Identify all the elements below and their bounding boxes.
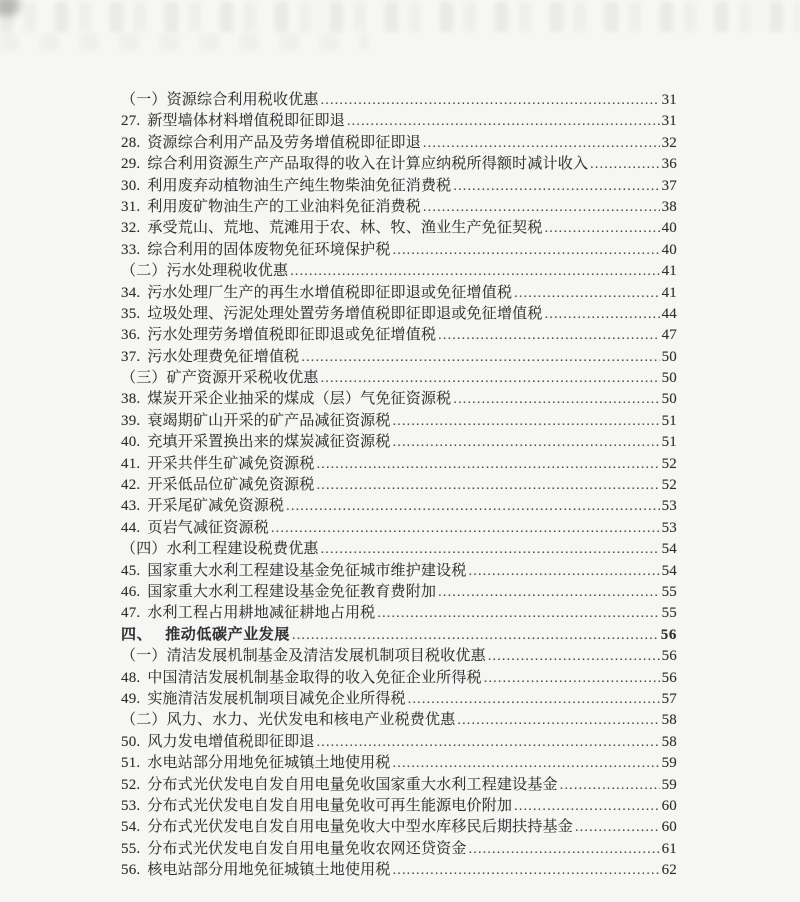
toc-entry-page: 57	[661, 690, 677, 707]
toc-entry-page: 50	[661, 391, 677, 408]
toc-entry-page: 37	[661, 177, 677, 194]
toc-entry-number: 54.	[121, 819, 141, 836]
toc-entry-label: （三）矿产资源开采税收优惠	[121, 370, 319, 387]
toc-entry	[121, 238, 677, 259]
toc-entry-label: 开采低品位矿减免资源税	[147, 477, 315, 494]
toc-entry-label: 充填开采置换出来的煤炭减征资源税	[147, 434, 391, 451]
toc-entry-page: 59	[661, 755, 677, 772]
toc-entry-label: 实施清洁发展机制项目减免企业所得税	[147, 690, 406, 707]
dot-leader	[469, 841, 660, 858]
toc-entry-number: 49.	[121, 690, 141, 707]
toc-entry	[121, 216, 677, 237]
toc-entry	[121, 751, 677, 772]
dot-leader	[321, 541, 660, 558]
toc-entry-label: 页岩气减征资源税	[147, 519, 269, 536]
toc-entry-label: （二）污水处理税收优惠	[121, 263, 289, 280]
toc-entry	[121, 837, 677, 858]
toc-entry-number: 53.	[121, 797, 141, 814]
toc-entry-label: 分布式光伏发电自发自用电量免收国家重大水利工程建设基金	[147, 776, 558, 793]
toc-entry-page: 41	[661, 284, 677, 301]
dot-leader	[575, 819, 660, 836]
toc-entry	[121, 195, 677, 216]
dot-leader	[484, 670, 660, 687]
dot-leader	[545, 220, 660, 237]
toc-entry	[121, 687, 677, 708]
toc-entry-page: 60	[661, 797, 677, 814]
toc-entry-label: 利用废弃动植物油生产纯生物柴油免征消费税	[147, 177, 452, 194]
toc-entry-page: 58	[661, 712, 677, 729]
toc-entry-label: 利用废矿物油生产的工业油料免征消费税	[147, 198, 421, 215]
toc-entry-number: 33.	[121, 241, 141, 258]
dot-leader	[317, 734, 660, 751]
toc-entry-label: 煤炭开采企业抽采的煤成（层）气免征资源税	[147, 391, 452, 408]
toc-entry-label: 新型墙体材料增值税即征即退	[147, 113, 345, 130]
toc-entry-page: 40	[661, 220, 677, 237]
toc-entry-number: 28.	[121, 134, 141, 151]
toc-entry	[121, 131, 677, 152]
toc-entry-page: 47	[661, 327, 677, 344]
toc-entry	[121, 409, 677, 430]
dot-leader	[271, 520, 660, 537]
toc-entry-page: 56	[660, 626, 677, 643]
toc-entry-page: 38	[661, 198, 677, 215]
toc-entry	[121, 174, 677, 195]
toc-entry-number: 39.	[121, 412, 141, 429]
toc-entry-label: 资源综合利用产品及劳务增值税即征即退	[147, 134, 421, 151]
toc-entry-page: 61	[661, 840, 677, 857]
dot-leader	[393, 755, 660, 772]
dot-leader	[347, 113, 660, 130]
toc-entry-page: 31	[661, 113, 677, 130]
toc-entry	[121, 473, 677, 494]
dot-leader	[488, 648, 660, 665]
toc-entry-number: 50.	[121, 733, 141, 750]
toc-entry-page: 54	[661, 541, 677, 558]
toc-entry-label: 核电站部分用地免征城镇土地使用税	[147, 862, 391, 879]
toc-entry-page: 44	[661, 305, 677, 322]
toc-entry-page: 51	[661, 434, 677, 451]
toc-entry-label: 综合利用资源生产产品取得的收入在计算应纳税所得额时减计收入	[147, 156, 589, 173]
toc-entry-number: 48.	[121, 669, 141, 686]
toc-entry-number: 44.	[121, 519, 141, 536]
toc-entry-number: 36.	[121, 327, 141, 344]
dot-leader	[453, 178, 659, 195]
toc-entry	[121, 430, 677, 451]
toc-entry-label: 综合利用的固体废物免征环境保护税	[147, 241, 391, 258]
toc-entry-page: 58	[661, 733, 677, 750]
toc-entry-label: 分布式光伏发电自发自用电量免收可再生能源电价附加	[147, 797, 513, 814]
dot-leader	[514, 798, 659, 815]
toc-entry-number: 31.	[121, 198, 141, 215]
toc-entry	[121, 452, 677, 473]
toc-entry-page: 59	[661, 776, 677, 793]
dot-leader	[457, 712, 659, 729]
toc-entry-label: 国家重大水利工程建设基金免征城市维护建设税	[147, 562, 467, 579]
toc-entry-label: 风力发电增值税即征即退	[147, 733, 315, 750]
toc-entry	[121, 152, 677, 173]
toc-entry	[121, 601, 677, 622]
toc-entry	[121, 345, 677, 366]
toc-entry-label: 国家重大水利工程建设基金免征教育费附加	[147, 583, 437, 600]
toc-entry-label: 水电站部分用地免征城镇土地使用税	[147, 755, 391, 772]
toc-list	[121, 88, 677, 879]
toc-entry-page: 62	[661, 862, 677, 879]
toc-entry	[121, 109, 677, 130]
toc-entry-label: 推动低碳产业发展	[165, 626, 291, 643]
toc-entry	[121, 623, 677, 644]
dot-leader	[317, 477, 660, 494]
toc-entry-number: 41.	[121, 455, 141, 472]
dot-leader	[301, 349, 659, 366]
toc-entry-label: （二）风力、水力、光伏发电和核电产业税费优惠	[121, 712, 456, 729]
toc-entry-page: 54	[661, 562, 677, 579]
toc-entry-label: 分布式光伏发电自发自用电量免收农网还贷资金	[147, 840, 467, 857]
toc-entry	[121, 580, 677, 601]
toc-entry	[121, 537, 677, 558]
toc-entry-number: 四、	[121, 626, 153, 643]
toc-entry-page: 36	[661, 156, 677, 173]
toc-entry-page: 52	[661, 455, 677, 472]
toc-entry-page: 41	[661, 263, 677, 280]
toc-entry-page: 60	[661, 819, 677, 836]
dot-leader	[393, 413, 660, 430]
dot-leader	[453, 391, 659, 408]
dot-leader	[560, 777, 660, 794]
dot-leader	[321, 92, 660, 109]
toc-entry-number: 35.	[121, 305, 141, 322]
toc-entry	[121, 559, 677, 580]
toc-entry-number: 55.	[121, 840, 141, 857]
toc-entry-page: 52	[661, 477, 677, 494]
dot-leader	[423, 135, 660, 152]
dot-leader	[286, 498, 659, 515]
dot-leader	[393, 434, 660, 451]
toc-entry-page: 55	[661, 605, 677, 622]
toc-entry	[121, 302, 677, 323]
toc-entry-label: 承受荒山、荒地、荒滩用于农、林、牧、渔业生产免征契税	[147, 220, 543, 237]
toc-entry	[121, 88, 677, 109]
toc-entry	[121, 516, 677, 537]
toc-entry-number: 34.	[121, 284, 141, 301]
toc-entry-label: 分布式光伏发电自发自用电量免收大中型水库移民后期扶持基金	[147, 819, 573, 836]
dot-leader	[393, 242, 660, 259]
toc-entry-number: 52.	[121, 776, 141, 793]
toc-entry-number: 38.	[121, 391, 141, 408]
scan-artifact-secondary	[0, 34, 368, 50]
toc-entry	[121, 281, 677, 302]
toc-entry-number: 43.	[121, 498, 141, 515]
toc-entry-label: 中国清洁发展机制基金取得的收入免征企业所得税	[147, 669, 482, 686]
toc-entry-number: 56.	[121, 862, 141, 879]
toc-entry-number: 30.	[121, 177, 141, 194]
toc-entry	[121, 815, 677, 836]
toc-entry-number: 42.	[121, 477, 141, 494]
toc-entry-page: 55	[661, 583, 677, 600]
toc-entry-page: 56	[661, 648, 677, 665]
toc-entry-number: 27.	[121, 113, 141, 130]
dot-leader	[393, 862, 660, 879]
toc-entry-label: 污水处理厂生产的再生水增值税即征即退或免征增值税	[147, 284, 513, 301]
toc-entry-number: 37.	[121, 348, 141, 365]
toc-entry-label: 污水处理费免征增值税	[147, 348, 300, 365]
dot-leader	[438, 327, 659, 344]
toc-entry-number: 46.	[121, 583, 141, 600]
toc-entry-number: 47.	[121, 605, 141, 622]
toc-entry	[121, 730, 677, 751]
toc-entry-page: 56	[661, 669, 677, 686]
toc-entry-label: 开采共伴生矿减免资源税	[147, 455, 315, 472]
toc-entry-page: 32	[661, 134, 677, 151]
toc-entry-page: 50	[661, 370, 677, 387]
toc-entry-number: 40.	[121, 434, 141, 451]
toc-entry-number: 45.	[121, 562, 141, 579]
toc-entry	[121, 858, 677, 879]
toc-entry-label: 污水处理劳务增值税即征即退或免征增值税	[147, 327, 437, 344]
toc-entry-number: 29.	[121, 156, 141, 173]
toc-entry-label: （四）水利工程建设税费优惠	[121, 541, 319, 558]
toc-entry	[121, 259, 677, 280]
toc-entry-page: 50	[661, 348, 677, 365]
toc-entry-label: 开采尾矿减免资源税	[147, 498, 285, 515]
toc-entry	[121, 794, 677, 815]
toc-entry-label: （一）资源综合利用税收优惠	[121, 92, 319, 108]
toc-entry-page: 53	[661, 498, 677, 515]
dot-leader	[423, 199, 660, 216]
toc-entry	[121, 494, 677, 515]
toc-entry-label: 衰竭期矿山开采的矿产品减征资源税	[147, 412, 391, 429]
toc-entry-page: 40	[661, 241, 677, 258]
toc-entry	[121, 366, 677, 387]
toc-entry-page: 31	[661, 92, 677, 108]
toc-entry-page: 53	[661, 519, 677, 536]
toc-entry-number: 32.	[121, 220, 141, 237]
toc-entry	[121, 644, 677, 665]
toc-entry	[121, 708, 677, 729]
dot-leader	[514, 285, 659, 302]
toc-entry	[121, 773, 677, 794]
toc-entry-page: 51	[661, 412, 677, 429]
dot-leader	[438, 584, 659, 601]
toc-entry-label: （一）清洁发展机制基金及清洁发展机制项目税收优惠	[121, 648, 486, 665]
dot-leader	[590, 156, 659, 173]
toc-entry-label: 垃圾处理、污泥处理处置劳务增值税即征即退或免征增值税	[147, 305, 543, 322]
dot-leader	[321, 370, 660, 387]
dot-leader	[377, 605, 659, 622]
toc-entry	[121, 323, 677, 344]
dot-leader	[408, 691, 660, 708]
dot-leader	[292, 627, 659, 644]
toc-entry	[121, 666, 677, 687]
dot-leader	[317, 456, 660, 473]
toc-entry-number: 51.	[121, 755, 141, 772]
scan-artifact-top	[0, 2, 800, 32]
dot-leader	[290, 263, 659, 280]
dot-leader	[469, 563, 660, 580]
toc-entry	[121, 387, 677, 408]
toc-entry-label: 水利工程占用耕地减征耕地占用税	[147, 605, 376, 622]
dot-leader	[545, 306, 660, 323]
